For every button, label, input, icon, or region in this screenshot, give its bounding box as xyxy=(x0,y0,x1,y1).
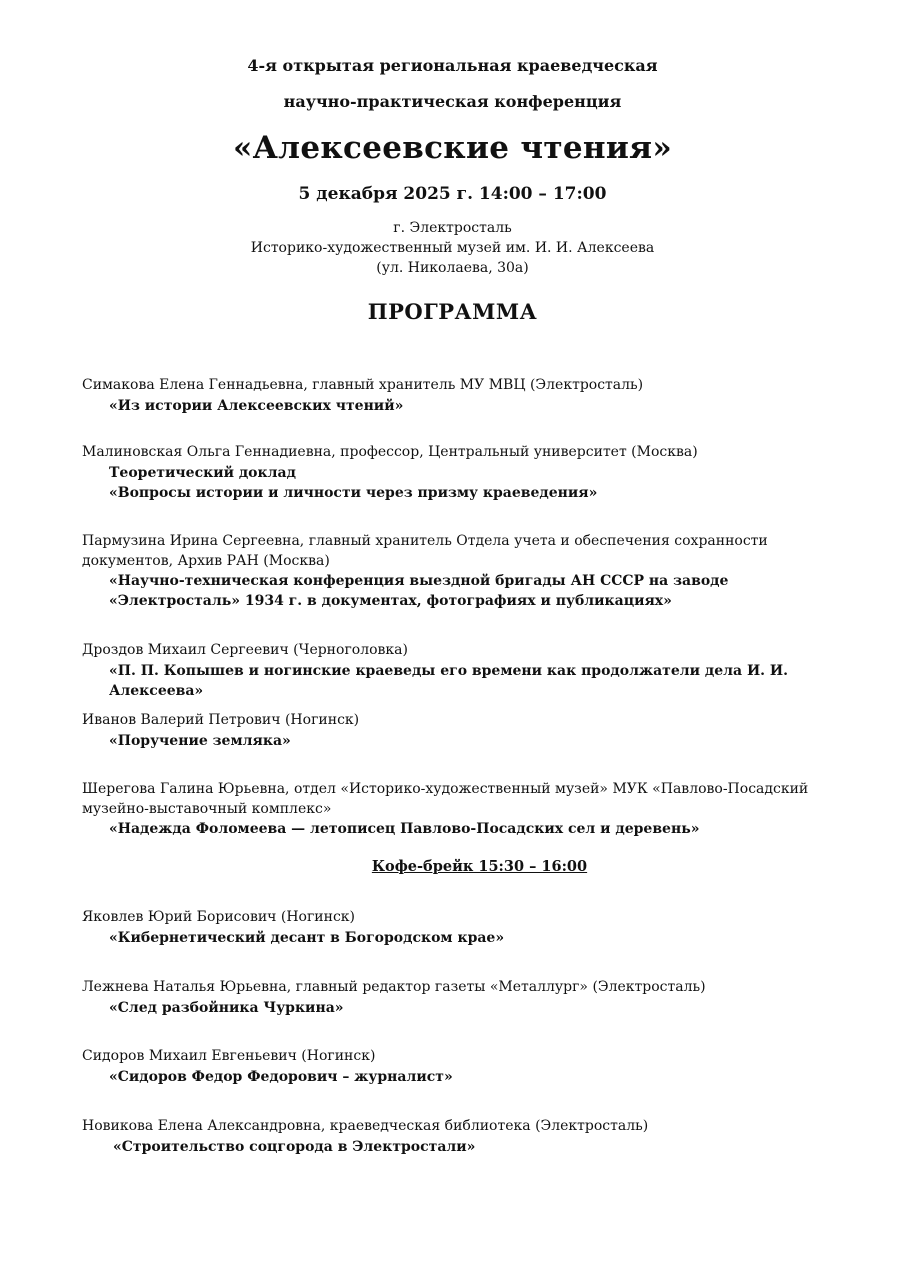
venue-address: (ул. Николаева, 30а) xyxy=(376,260,529,276)
speaker-name: Симакова Елена Геннадьевна, главный хранитель МУ МВЦ (Электросталь) xyxy=(82,377,644,393)
conference-subtitle-line2: научно-практическая конференция xyxy=(283,92,622,111)
talk-title: «Сидоров Федор Федорович – журналист» xyxy=(109,1068,453,1085)
speaker-name: Малиновская Ольга Геннадиевна, профессор, Центральный университет (Москва) xyxy=(82,444,698,460)
talk-title: «След разбойника Чуркина» xyxy=(109,999,344,1016)
speaker-name: Сидоров Михаил Евгеньевич (Ногинск) xyxy=(82,1048,376,1064)
speaker-name: Дроздов Михаил Сергеевич (Черноголовка) xyxy=(82,642,408,658)
talk-title: «П. П. Копышев и ногинские краеведы его времени как продолжатели дела И. И. Алексеева» xyxy=(109,662,789,699)
speaker-name: Лежнева Наталья Юрьевна, главный редактор газеты «Металлург» (Электросталь) xyxy=(82,979,706,995)
talk-title: «Надежда Фоломеева — летописец Павлово-Посадских сел и деревень» xyxy=(109,821,700,837)
coffee-break xyxy=(0,857,905,877)
speaker-name: Новикова Елена Александровна, краеведческая библиотека (Электросталь) xyxy=(82,1118,649,1134)
program-entry xyxy=(82,443,852,503)
program-entry xyxy=(82,376,852,416)
speaker-name: Шерегова Галина Юрьевна, отдел «Историко-художественный музей» МУК «Павлово-Посадский музейно-выставочный комплекс» xyxy=(82,781,809,817)
talk-title: «Вопросы истории и личности через призму краеведения» xyxy=(109,484,598,501)
conference-title: «Алексеевские чтения» xyxy=(232,130,673,166)
program-entry xyxy=(82,532,852,611)
program-entry xyxy=(82,1117,852,1157)
venue-museum: Историко-художественный музей им. И. И. Алексеева xyxy=(250,240,655,256)
program-heading: ПРОГРАММА xyxy=(367,299,538,324)
talk-type: Теоретический доклад xyxy=(109,464,296,481)
program-entry xyxy=(82,978,852,1018)
program-entry xyxy=(82,780,852,839)
talk-title: «Из истории Алексеевских чтений» xyxy=(109,397,404,414)
conference-subtitle-line1: 4-я открытая региональная краеведческая xyxy=(247,56,658,75)
program-entry xyxy=(82,711,852,751)
talk-title: «Строительство соцгорода в Электростали» xyxy=(113,1138,476,1155)
venue-city: г. Электросталь xyxy=(393,220,512,236)
conference-date: 5 декабря 2025 г. 14:00 – 17:00 xyxy=(298,184,607,204)
program-entry xyxy=(82,908,852,948)
program-entry xyxy=(82,641,852,701)
talk-title: «Научно-техническая конференция выездной бригады АН СССР на заводе «Электросталь» 1934 г. в документах, фотографиях и публикациях» xyxy=(109,573,729,609)
speaker-name: Яковлев Юрий Борисович (Ногинск) xyxy=(82,909,356,925)
coffee-break-label: Кофе-брейк 15:30 – 16:00 xyxy=(371,858,588,875)
speaker-name: Пармузина Ирина Сергеевна, главный хранитель Отдела учета и обеспечения сохранности документов, Архив РАН (Москва) xyxy=(82,533,768,569)
speaker-name: Иванов Валерий Петрович (Ногинск) xyxy=(82,712,360,728)
talk-title: «Кибернетический десант в Богородском крае» xyxy=(109,929,505,946)
talk-title: «Поручение земляка» xyxy=(109,732,291,749)
program-entry xyxy=(82,1047,852,1087)
